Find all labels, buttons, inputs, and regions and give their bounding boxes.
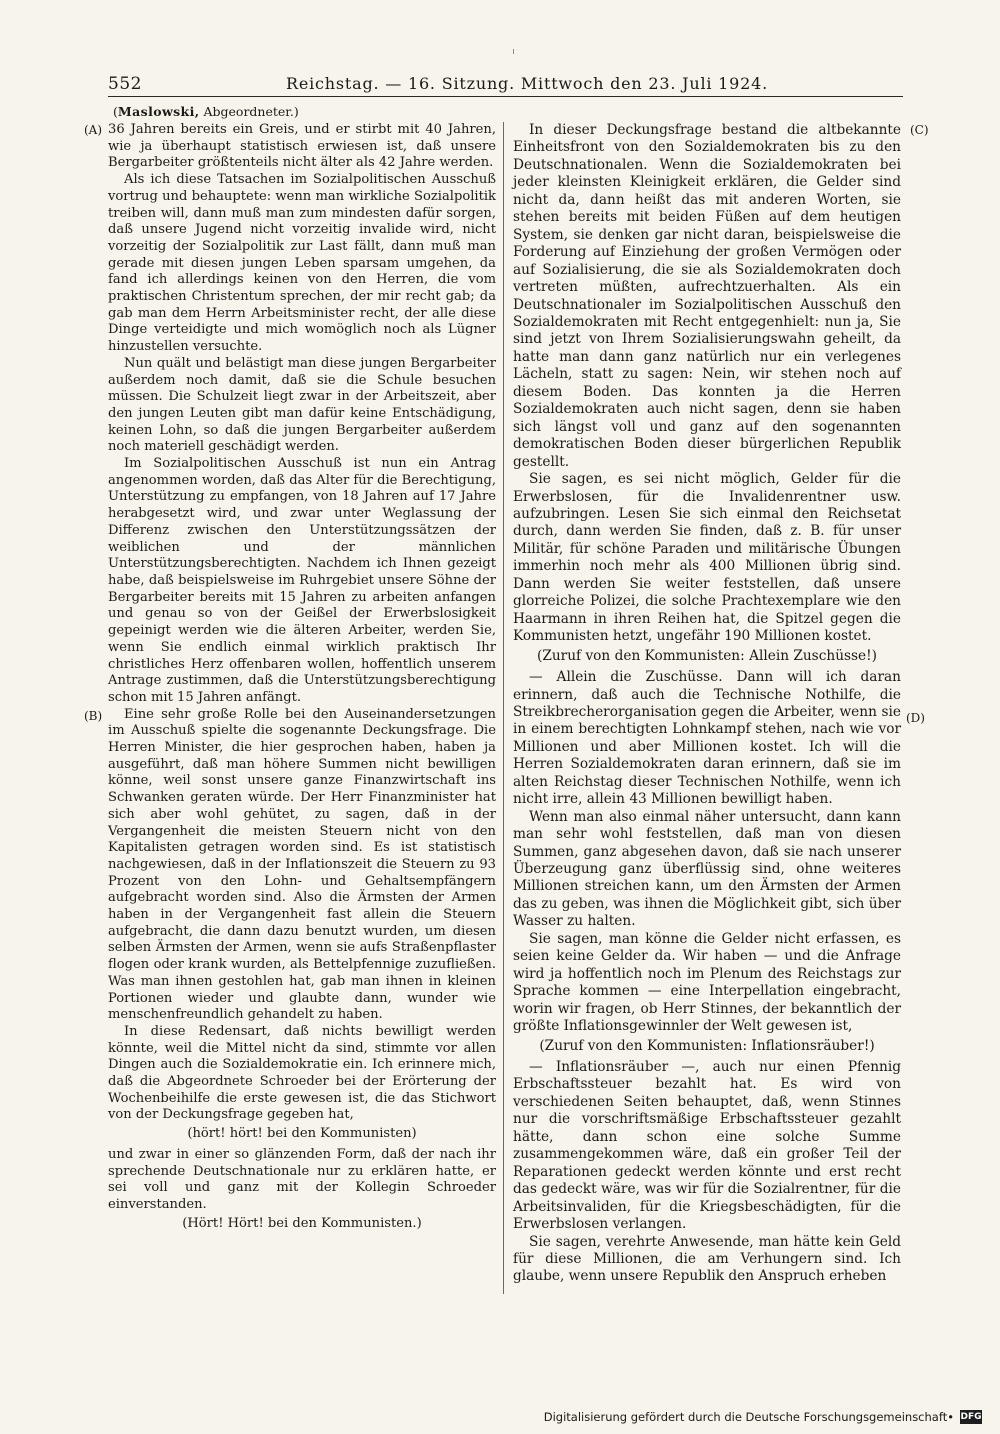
interjection: (Zuruf von den Kommunisten: Inflationsräuber!) [539,1037,875,1054]
interjection: (Hört! Hört! bei den Kommunisten.) [182,1215,422,1231]
paragraph: Als ich diese Tatsachen im Sozialpolitischen Ausschuß vortrug und behauptete: wenn man wirkliche Sozialpolitik treiben will, dann muß man zum mindesten dafür sorgen, daß unsere Jugend nicht vorzeitig invalide wird, nicht vorzeitig der Sozialpolitik zur Last fällt, dann muß man gerade mit diesen jungen Leben sparsam umgehen, da fand ich allerdings keinen von den Herren, die vom praktischen Christentum sprechen, der mir recht gab; da gab man dem Herrn Arbeitsminister recht, der alle diese Dinge verteidigte und mich womöglich noch als Lügner hinzustellen versuchte. [108,172,496,355]
margin-marker-b: (B) [84,709,103,723]
footer-text: Digitalisierung gefördert durch die Deutsche Forschungsgemeinschaft [543,1409,948,1424]
right-column [513,122,901,1286]
paragraph: Sie sagen, man könne die Gelder nicht erfassen, es seien keine Gelder da. Wir haben — und die Anfrage wird ja hoffentlich noch im Plenum des Reichstags zur Sprache kommen — eine Interpellation eingebracht, worin wir fragen, ob Herr Stinnes, der bekanntlich der größte Inflationsgewinnler der Welt gewesen ist, [513,930,901,1035]
paragraph: Eine sehr große Rolle bei den Auseinandersetzungen im Ausschuß spielte die sogenannte Deckungsfrage. Die Herren Minister, die hier gesprochen haben, haben ja ausgeführt, daß man höhere Summen nicht bewilligen könne, weil sonst unsere ganze Finanzwirtschaft ins Schwanken geraten würde. Der Herr Finanzminister hat sich aber wohl gehütet, zu sagen, daß in der Vergangenheit die meisten Steuern nicht von den Kapitalisten getragen worden sind. Es ist statistisch nachgewiesen, daß in der Inflationszeit die Steuern zu 93 Prozent von den Lohn- und Gehaltsempfängern aufgebracht worden sind. Also die Ärmsten der Armen haben in der Vergangenheit fast allein die Steuern aufgebracht, die dann dazu benutzt wurden, um diesen selben Ärmsten der Armen, wenn sie aufs Straßenpflaster flogen oder krank wurden, als Bettelpfennige zuzufließen. Was man ihnen gestohlen hat, gab man ihnen in kleinen Portionen wieder und glaubte dann, wunder wie menschenfreundlich gehandelt zu haben. [108,706,496,1023]
digitization-footer [544,1409,982,1427]
margin-marker-c: (C) [910,123,929,137]
speaker-role: Abgeordneter. [203,104,294,119]
paragraph: Nun quält und belästigt man diese jungen Bergarbeiter außerdem noch damit, daß sie die Schule besuchen müssen. Die Schulzeit liegt zwar in der Arbeitszeit, aber den jungen Leuten gibt man dafür keine Entschädigung, keinen Lohn, so daß die jungen Bergarbeiter außerdem noch materiell geschädigt werden. [108,355,496,455]
column-divider [503,122,504,1294]
paragraph: Sie sagen, es sei nicht möglich, Gelder für die Erwerbslosen, für die Invalidenrentner usw. aufzubringen. Lesen Sie sich einmal den Reichsetat durch, dann werden Sie finden, daß z. B. für unser Militär, für schöne Paraden und militärische Übungen immerhin noch mehr als 400 Millionen übrig sind. Dann werden Sie weiter feststellen, daß unsere glorreiche Polizei, die solche Prachtexemplare wie den Haarmann in ihren Reihen hat, die Spitzel gegen die Kommunisten hetzt, ungefähr 190 Millionen kostet. [513,471,901,645]
interjection: (hört! hört! bei den Kommunisten) [187,1126,417,1142]
paragraph: In dieser Deckungsfrage bestand die altbekannte Einheitsfront von den Sozialdemokraten bis zu den Deutschnationalen. Wenn die Sozialdemokraten bei jeder kleinsten Kleinigkeit erklären, die Gelder sind nicht da, dann heißt das mit anderen Worten, sie stehen bereits mit beiden Füßen auf dem heutigen System, sie denken gar nicht daran, beispielsweise die Forderung auf Einziehung der großen Vermögen oder auf Sozialisierung, die sie als Sozialdemokraten doch vertreten müßten, aufrechtzuerhalten. Als ein Deutschnationaler im Sozialpolitischen Ausschuß den Sozialdemokraten mit Recht entgegenhielt: nun ja, Sie sind jetzt von Ihrem Sozialisierungswahn geheilt, da hatte man dann ganz natürlich nur ein verlegenes Lächeln, statt zu sagen: Nein, wir stehen noch auf diesem Boden. Das konnten ja die Herren Sozialdemokraten auch nicht sagen, denn sie haben sich längst voll und ganz auf den sogenannten demokratischen Boden dieser bürgerlichen Republik gestellt. [513,122,901,470]
footer-separator: • [947,1409,954,1424]
page-number: 552 [108,74,142,94]
dfg-logo: DFG [960,1411,982,1422]
paragraph: — Inflationsräuber —, auch nur einen Pfennig Erbschaftssteuer bezahlt hat. Es wird von verschiedenen Seiten behauptet, daß, wenn Stinnes nur die vorschriftsmäßige Erbschaftssteuer gezahlt hätte, dann schon eine solche Summe zusammengekommen wäre, daß ein großer Teil der Reparationen gedeckt werden könnte und erst recht das gedeckt wäre, was wir für die Sozialrentner, für die Arbeitsinvaliden, für die Kriegsbeschädigten, für die Erwerbslosen verlangen. [513,1059,901,1233]
paragraph: Wenn man also einmal näher untersucht, dann kann man sehr wohl feststellen, daß man von diesen Summen, ganz abgesehen davon, daß sie nach unserer Überzeugung ganz überflüssig sind, ohne weiteres Millionen streichen kann, um den Ärmsten der Armen das zu geben, was ihnen die Möglichkeit gibt, sich über Wasser zu halten. [513,808,901,930]
margin-marker-a: (A) [84,123,103,137]
top-tick-mark [513,49,514,54]
paragraph: Sie sagen, verehrte Anwesende, man hätte kein Geld für diese Millionen, die am Verhungern sind. Ich glaube, wenn unsere Republik den Anspruch erheben [513,1233,901,1285]
interjection: (Zuruf von den Kommunisten: Allein Zuschüsse!) [537,647,877,664]
speaker-line [113,104,299,119]
paragraph: 36 Jahren bereits ein Greis, und er stirbt mit 40 Jahren, wie ja überhaupt statistisch erwiesen ist, daß unsere Bergarbeiter größtenteils nicht älter als 42 Jahre werden. [108,122,496,171]
paragraph: In diese Redensart, daß nichts bewilligt werden könnte, weil die Mittel nicht da sind, stimmte vor allen Dingen auch die Sozialdemokratie ein. Ich erinnere mich, daß die Abgeordnete Schroeder bei der Erörterung der Wochenbeihilfe die erste gewesen ist, die das Stichwort von der Deckungsfrage gegeben hat, [108,1023,496,1123]
paragraph: Im Sozialpolitischen Ausschuß ist nun ein Antrag angenommen worden, daß das Alter für die Berechtigung, Unterstützung zu empfangen, von 18 Jahren auf 17 Jahre herabgesetzt wird, und zwar unter Weglassung der Differenz zwischen den Unterstützungssätzen der weiblichen und der männlichen Unterstützungsberechtigten. Nachdem ich Ihnen gezeigt habe, daß beispielsweise im Ruhrgebiet unsere Söhne der Bergarbeiter bereits mit 15 Jahren zu arbeiten anfangen und genau so von der Geißel der Erwerbslosigkeit gepeinigt werden wie die älteren Arbeiter, werden Sie, wenn Sie endlich einmal wirklich praktisch Ihr christliches Herz offenbaren wollen, hoffentlich unserem Antrage zustimmen, daß die Unterstützungsberechtigung schon mit 15 Jahren anfängt. [108,456,496,705]
header-rule [108,96,903,97]
margin-marker-d: (D) [906,711,925,725]
paragraph: — Allein die Zuschüsse. Dann will ich daran erinnern, daß auch die Technische Nothilfe, die Streikbrecherorganisation gegen die Arbeiter, wenn sie in einem berechtigten Lohnkampf stehen, nach wie vor Millionen und aber Millionen kostet. Ich will die Herren Sozialdemokraten daran erinnern, daß sie im alten Reichstag dieser Technischen Nothilfe, wenn ich nicht irre, allein 43 Millionen bewilligt haben. [513,669,901,808]
running-head: Reichstag. — 16. Sitzung. Mittwoch den 23. Juli 1924. [286,74,768,93]
paragraph: und zwar in einer so glänzenden Form, daß der nach ihr sprechende Deutschnationale nur zu erklären hatte, er sei voll und ganz mit der Kollegin Schroeder einverstanden. [108,1146,496,1212]
speaker-open-paren: ( [113,104,118,119]
left-column [108,122,496,1236]
speaker-close-paren: ) [293,104,299,119]
speaker-name: Maslowski, [117,104,200,119]
